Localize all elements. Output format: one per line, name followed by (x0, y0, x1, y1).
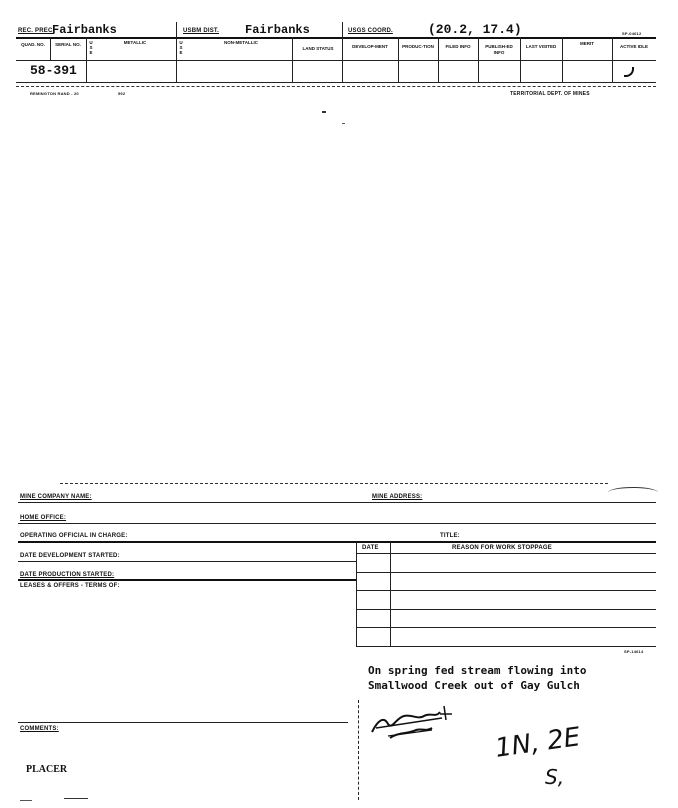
corner-curve (608, 487, 658, 498)
rule (18, 502, 656, 503)
table-date-header: DATE (362, 545, 379, 551)
typed-note-line1: On spring fed stream flowing into (368, 664, 587, 677)
dept-name: TERRITORIAL DEPT. OF MINES (510, 91, 590, 97)
operating-official-label: OPERATING OFFICIAL IN CHARGE: (20, 533, 128, 539)
printer-code: 592 (118, 91, 126, 96)
header-rule (16, 37, 656, 39)
col-merit: MERIT (580, 41, 594, 46)
col-non-metallic: NON-METALLIC (224, 40, 258, 45)
col-sep (562, 37, 563, 82)
rule (18, 523, 656, 524)
usbm-dist-value: Fairbanks (245, 23, 310, 37)
col-sep (520, 37, 521, 82)
active-mark (624, 67, 634, 77)
table-row (356, 553, 656, 554)
leases-label: LEASES & OFFERS - TERMS OF: (20, 583, 120, 589)
form-number: SP-04612 (622, 31, 642, 36)
table-left (356, 542, 357, 646)
col-sep (342, 37, 343, 82)
header-sep-2 (342, 22, 343, 38)
col-sep (176, 37, 177, 82)
col-metallic: METALLIC (123, 40, 147, 45)
col-land-status: LAND STATUS (302, 46, 334, 51)
col-filed-info: FILED INFO (445, 44, 471, 49)
crossed-out-date-scribble (366, 698, 456, 742)
col-serial-no: SERIAL NO. (55, 42, 81, 47)
col-sep (398, 37, 399, 82)
table-row (356, 627, 656, 628)
col-use-2: U S E (179, 40, 183, 55)
speck (20, 800, 32, 801)
col-active-idle: ACTIVE IDLE (619, 44, 648, 49)
usgs-coord-label: USGS COORD. (348, 28, 393, 34)
handwritten-section: S, (545, 765, 565, 789)
col-sep (478, 37, 479, 82)
handwritten-location: 1N, 2E (493, 722, 583, 764)
speck (322, 111, 326, 113)
col-sep (292, 37, 293, 82)
col-sep (612, 37, 613, 82)
usbm-dist-label: USBM DIST. (183, 28, 220, 34)
table-row (356, 590, 656, 591)
speck (64, 798, 88, 799)
typed-note-line2: Smallwood Creek out of Gay Gulch (368, 679, 580, 692)
table-row (356, 609, 656, 610)
printer-mark: REMINGTON RAND - 20 (30, 91, 79, 96)
col-production: PRODUC-TION (402, 44, 434, 49)
rec-prec-label: REC. PREC. (18, 28, 55, 34)
date-production-label: DATE PRODUCTION STARTED: (20, 572, 115, 578)
row-rule (16, 82, 656, 83)
perforation-line (16, 86, 656, 87)
column-rule (16, 60, 656, 61)
rule (18, 722, 348, 723)
header-sep-1 (176, 22, 177, 38)
comments-label: COMMENTS: (20, 726, 59, 732)
col-sep (50, 37, 51, 60)
col-quad-no: QUAD. NO. (21, 42, 45, 47)
home-office-label: HOME OFFICE: (20, 515, 67, 521)
col-use-1: U S E (89, 40, 93, 55)
table-date-sep (390, 542, 391, 646)
form-number-2: SP-14614 (624, 649, 644, 654)
upper-dashed-line (60, 483, 608, 484)
col-published-info: PUBLISH-ED INFO (485, 44, 513, 55)
lower-divider (358, 700, 359, 800)
col-development: DEVELOP-MENT (352, 44, 388, 49)
rule (18, 579, 356, 581)
table-row (356, 572, 656, 573)
table-reason-header: REASON FOR WORK STOPPAGE (452, 545, 552, 551)
usgs-coord-value: (20.2, 17.4) (428, 22, 522, 37)
mine-address-label: MINE ADDRESS: (372, 494, 423, 500)
comment-value: PLACER (26, 764, 68, 775)
serial-value: 58-391 (30, 63, 77, 78)
rule (18, 541, 656, 543)
col-sep (438, 37, 439, 82)
rec-prec-value: Fairbanks (52, 23, 117, 37)
col-last-visited: LAST VISITED (525, 44, 557, 49)
table-row (356, 646, 656, 647)
mine-company-name-label: MINE COMPANY NAME: (20, 494, 92, 500)
title-label: TITLE: (440, 533, 460, 539)
rule (18, 561, 356, 562)
speck (342, 123, 345, 124)
col-sep (86, 37, 87, 82)
date-development-label: DATE DEVELOPMENT STARTED: (20, 553, 120, 559)
